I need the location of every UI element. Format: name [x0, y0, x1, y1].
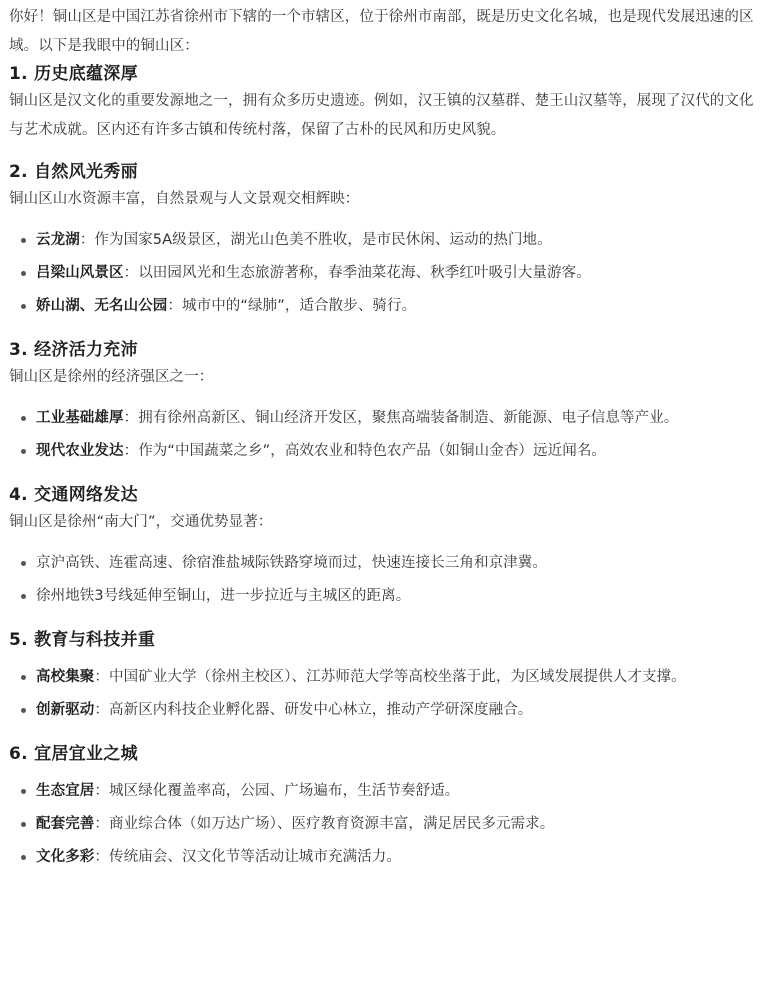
bullet-dot-icon [21, 416, 26, 421]
list-item [21, 547, 760, 580]
section-paragraph: 铜山区是徐州的经济强区之一： [9, 369, 214, 385]
list-item-term: 高校集聚 [36, 669, 95, 685]
section-paragraph: 铜山区是汉文化的重要发源地之一，拥有众多历史遗迹。例如，汉王镇的汉墓群、楚王山汉墓等，展现了汉代的文化与艺术成就。区内还有许多古镇和传统村落，保留了古朴的民风和历史风貌。 [9, 93, 754, 138]
section-spacer [9, 727, 760, 741]
list-item [21, 661, 760, 694]
list-item-text: ：城市中的“绿肺”，适合散步、骑行。 [167, 298, 417, 314]
list-item-text: ：以田园风光和生态旅游著称，春季油菜花海、秋季红叶吸引大量游客。 [123, 265, 591, 281]
section-title: 5. 教育与科技并重 [9, 630, 156, 650]
sections-container [9, 61, 760, 888]
section-title: 1. 历史底蕴深厚 [9, 64, 138, 84]
list-item-text: ：作为国家5A级景区，湖光山色美不胜收，是市民休闲、运动的热门地。 [79, 232, 552, 248]
section-spacer [9, 874, 760, 888]
list-item-text: ：城区绿化覆盖率高，公园、广场遍布，生活节奏舒适。 [94, 783, 460, 799]
section-spacer [9, 468, 760, 482]
section-paragraph: 铜山区是徐州“南大门”，交通优势显著： [9, 514, 273, 530]
bullet-dot-icon [21, 855, 26, 860]
list-item-term: 娇山湖、无名山公园 [36, 298, 168, 314]
bullet-dot-icon [21, 675, 26, 680]
intro-paragraph: 你好！铜山区是中国江苏省徐州市下辖的一个市辖区，位于徐州市南部，既是历史文化名城，也是现代发展迅速的区域。以下是我眼中的铜山区： [9, 9, 754, 54]
list-item-text: 京沪高铁、连霍高速、徐宿淮盐城际铁路穿境而过，快速连接长三角和京津冀。 [36, 555, 547, 571]
section-title: 2. 自然风光秀丽 [9, 162, 138, 182]
list-item-text: ：高新区内科技企业孵化器、研发中心林立，推动产学研深度融合。 [94, 702, 533, 718]
list-item-term: 吕梁山风景区 [36, 265, 124, 281]
bullet-list [9, 402, 760, 468]
list-item-term: 创新驱动 [36, 702, 95, 718]
list-item [21, 841, 760, 874]
list-item-text: ：拥有徐州高新区、铜山经济开发区，聚焦高端装备制造、新能源、电子信息等产业。 [123, 410, 679, 426]
section-spacer [9, 145, 760, 159]
bullet-list [9, 224, 760, 323]
section-title: 6. 宜居宜业之城 [9, 744, 138, 764]
bullet-list [9, 661, 760, 727]
list-item-text: ：传统庙会、汉文化节等活动让城市充满活力。 [94, 849, 402, 865]
list-item [21, 435, 760, 468]
bullet-dot-icon [21, 449, 26, 454]
bullet-dot-icon [21, 822, 26, 827]
bullet-dot-icon [21, 708, 26, 713]
bullet-dot-icon [21, 594, 26, 599]
section-spacer [9, 613, 760, 627]
list-item-term: 生态宜居 [36, 783, 95, 799]
list-item [21, 775, 760, 808]
bullet-dot-icon [21, 304, 26, 309]
list-item-text: ：中国矿业大学（徐州主校区）、江苏师范大学等高校坐落于此，为区域发展提供人才支撑。 [94, 669, 686, 685]
list-item-term: 云龙湖 [36, 232, 80, 248]
list-item [21, 402, 760, 435]
list-item-text: ：作为“中国蔬菜之乡”，高效农业和特色农产品（如铜山金杏）远近闻名。 [123, 443, 607, 459]
list-item [21, 290, 760, 323]
list-item [21, 224, 760, 257]
bullet-dot-icon [21, 561, 26, 566]
section-paragraph: 铜山区山水资源丰富，自然景观与人文景观交相辉映： [9, 191, 360, 207]
list-item-term: 配套完善 [36, 816, 95, 832]
bullet-dot-icon [21, 271, 26, 276]
bullet-list [9, 547, 760, 613]
list-item [21, 694, 760, 727]
list-item-term: 工业基础雄厚 [36, 410, 124, 426]
bullet-list [9, 775, 760, 874]
list-item-text: ：商业综合体（如万达广场）、医疗教育资源丰富，满足居民多元需求。 [94, 816, 555, 832]
section-title: 3. 经济活力充沛 [9, 340, 138, 360]
list-item-text: 徐州地铁3号线延伸至铜山，进一步拉近与主城区的距离。 [36, 588, 411, 604]
section-title: 4. 交通网络发达 [9, 485, 138, 505]
list-item-term: 现代农业发达 [36, 443, 124, 459]
section-spacer [9, 323, 760, 337]
list-item-term: 文化多彩 [36, 849, 95, 865]
list-item [21, 257, 760, 290]
bullet-dot-icon [21, 789, 26, 794]
list-item [21, 580, 760, 613]
list-item [21, 808, 760, 841]
bullet-dot-icon [21, 238, 26, 243]
